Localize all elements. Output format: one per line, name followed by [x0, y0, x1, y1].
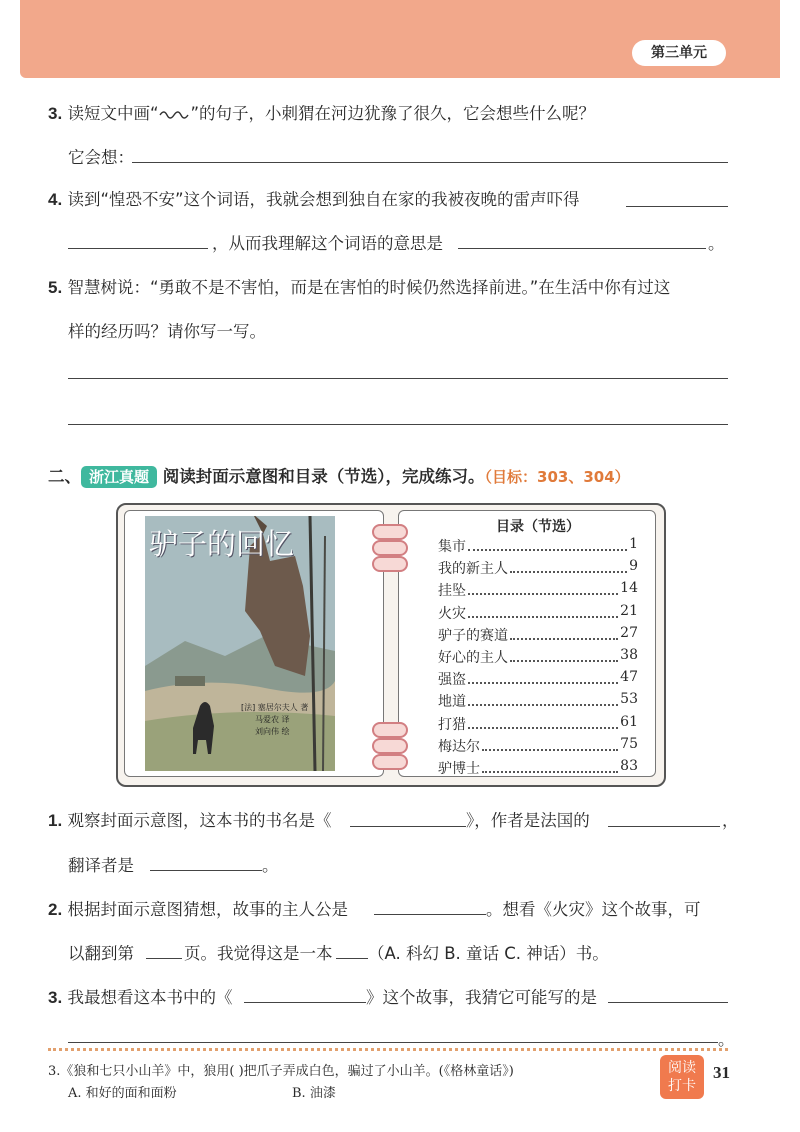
toc-item [438, 603, 638, 623]
toc-item-title: 强盗 [438, 672, 466, 689]
question-text: 页。我觉得这是一本 [184, 944, 333, 963]
toc-item-page: 1 [629, 536, 638, 552]
s2-question-2 [48, 896, 348, 920]
toc-leader-dots [510, 647, 618, 662]
question-number: 3. [48, 988, 63, 1007]
toc-item-title: 驴博士 [438, 761, 480, 777]
toc-item-title: 我的新主人 [438, 561, 508, 578]
toc-item-title: 地道 [438, 694, 466, 711]
question-5 [48, 274, 670, 298]
stamp-text: 阅读 [668, 1060, 696, 1076]
toc-item [438, 758, 638, 778]
toc-leader-dots [468, 691, 618, 706]
answer-blank[interactable] [146, 958, 182, 959]
translator-credit: 马爱农 译 [255, 715, 290, 724]
toc-item-page: 9 [629, 558, 638, 575]
answer-blank[interactable] [608, 1002, 728, 1003]
question-number: 1. [48, 811, 63, 830]
answer-line[interactable] [68, 1042, 718, 1043]
toc-item [438, 669, 638, 689]
wavy-underline-icon [159, 108, 191, 122]
toc-item-title: 集市 [438, 539, 466, 555]
question-text: 翻译者是 [68, 856, 134, 875]
toc-item-page: 75 [620, 735, 638, 752]
ring-icon [372, 524, 408, 540]
footer-option-b: B. 油漆 [292, 1086, 336, 1101]
s2-question-1 [48, 807, 331, 831]
question-number: 3. [48, 104, 63, 123]
question-options: （A. 科幻 B. 童话 C. 神话）书。 [368, 944, 609, 963]
toc-leader-dots [468, 714, 618, 729]
illustrator-credit: 刘向伟 绘 [255, 727, 290, 736]
toc-item-title: 挂坠 [438, 583, 466, 600]
reading-checkin-stamp [660, 1055, 704, 1099]
question-number: 4. [48, 190, 63, 209]
toc-leader-dots [468, 603, 618, 618]
section-2-heading [48, 463, 630, 487]
author-credit: [法] 塞居尔夫人 著 [241, 703, 309, 712]
toc-leader-dots [468, 536, 627, 551]
toc-item-title: 驴子的赛道 [438, 627, 508, 644]
answer-blank[interactable] [336, 958, 368, 959]
toc-heading: 目录（节选） [496, 519, 580, 535]
period: 。 [718, 1030, 735, 1049]
answer-line[interactable] [132, 162, 728, 163]
book-cover [145, 516, 335, 771]
target-note: （目标：303、304） [484, 468, 630, 486]
question-number: 5. [48, 278, 63, 297]
question-number: 2. [48, 900, 63, 919]
toc-item-page: 83 [620, 758, 638, 774]
toc-item-title: 火灾 [438, 605, 466, 622]
toc-leader-dots [482, 736, 618, 751]
s2-question-3 [48, 984, 232, 1008]
header-band [20, 0, 780, 78]
exam-badge: 浙江真题 [81, 466, 157, 488]
toc-leader-dots [482, 758, 618, 773]
unit-tag: 第三单元 [632, 40, 726, 66]
question-text: ，从而我理解这个词语的意思是 [212, 234, 443, 253]
stamp-text: 打卡 [668, 1078, 696, 1094]
question-text: 》，作者是法国的 [466, 811, 590, 830]
toc-item [438, 625, 638, 645]
toc-item-title: 好心的主人 [438, 650, 508, 666]
question-text: 读到“惶恐不安”这个词语，我就会想到独自在家的我被夜晚的雷声吓得 [67, 190, 580, 209]
ring-icon [372, 738, 408, 754]
section-title: 阅读封面示意图和目录（节选），完成练习。 [162, 467, 485, 486]
toc-leader-dots [468, 580, 618, 595]
answer-blank[interactable] [458, 248, 706, 249]
toc-item-page: 27 [620, 624, 638, 641]
answer-blank[interactable] [608, 826, 720, 827]
toc-item-page: 61 [620, 713, 638, 730]
comma: ， [722, 811, 739, 830]
toc-item [438, 580, 638, 600]
cover-title: 驴子的回忆 [149, 527, 295, 561]
toc-item-title: 梅达尔 [438, 738, 480, 755]
ring-icon [372, 556, 408, 572]
cover-credits [241, 702, 308, 738]
answer-blank[interactable] [244, 1002, 366, 1003]
footer-question: 3.《狼和七只小山羊》中，狼用( )把爪子弄成白色，骗过了小山羊。(《格林童话》) [48, 1064, 514, 1079]
answer-line[interactable] [68, 378, 728, 379]
toc-leader-dots [468, 669, 618, 684]
page-number: 31 [713, 1063, 730, 1082]
question-text: 样的经历吗？请你写一写。 [68, 322, 266, 341]
toc-leader-dots [510, 625, 618, 640]
toc-item-title: 打猎 [438, 716, 466, 733]
toc-item [438, 536, 638, 556]
question-text: ”的句子，小刺猬在河边犹豫了很久，它会想些什么呢？ [190, 104, 596, 123]
period: 。 [262, 856, 279, 875]
question-text: 》这个故事，我猜它可能写的是 [366, 988, 597, 1007]
toc-item [438, 558, 638, 578]
answer-blank[interactable] [68, 248, 208, 249]
ring-icon [372, 722, 408, 738]
toc-item-page: 47 [620, 669, 638, 686]
toc-item-page: 14 [620, 580, 638, 597]
toc-item [438, 647, 638, 667]
toc-item-page: 21 [620, 602, 638, 619]
period: 。 [708, 234, 725, 253]
question-text: 智慧树说：“勇敢不是不害怕，而是在害怕的时候仍然选择前进。”在生活中你有过这 [67, 278, 671, 297]
toc-item [438, 736, 638, 756]
footer-divider [48, 1048, 728, 1051]
answer-blank[interactable] [350, 826, 466, 827]
question-text: 读短文中画“ [67, 104, 159, 123]
footer-option-a: A. 和好的面和面粉 [68, 1086, 177, 1101]
question-text: 。想看《火灾》这个故事，可 [486, 900, 701, 919]
toc-item [438, 691, 638, 711]
question-text: 根据封面示意图猜想，故事的主人公是 [67, 900, 348, 919]
question-text: 观察封面示意图，这本书的书名是《 [67, 811, 332, 830]
answer-blank[interactable] [150, 870, 262, 871]
answer-blank[interactable] [374, 914, 486, 915]
ring-icon [372, 754, 408, 770]
question-4 [48, 186, 580, 210]
answer-label: 它会想： [68, 148, 134, 167]
ring-icon [372, 540, 408, 556]
section-index: 二、 [48, 467, 81, 486]
toc-item-page: 38 [620, 647, 638, 663]
question-text: 我最想看这本书中的《 [67, 988, 233, 1007]
toc-item-page: 53 [620, 691, 638, 708]
toc-item [438, 714, 638, 734]
question-3 [48, 100, 595, 124]
toc-leader-dots [510, 558, 627, 573]
answer-blank[interactable] [626, 206, 728, 207]
question-text: 以翻到第 [68, 944, 134, 963]
answer-line[interactable] [68, 424, 728, 425]
